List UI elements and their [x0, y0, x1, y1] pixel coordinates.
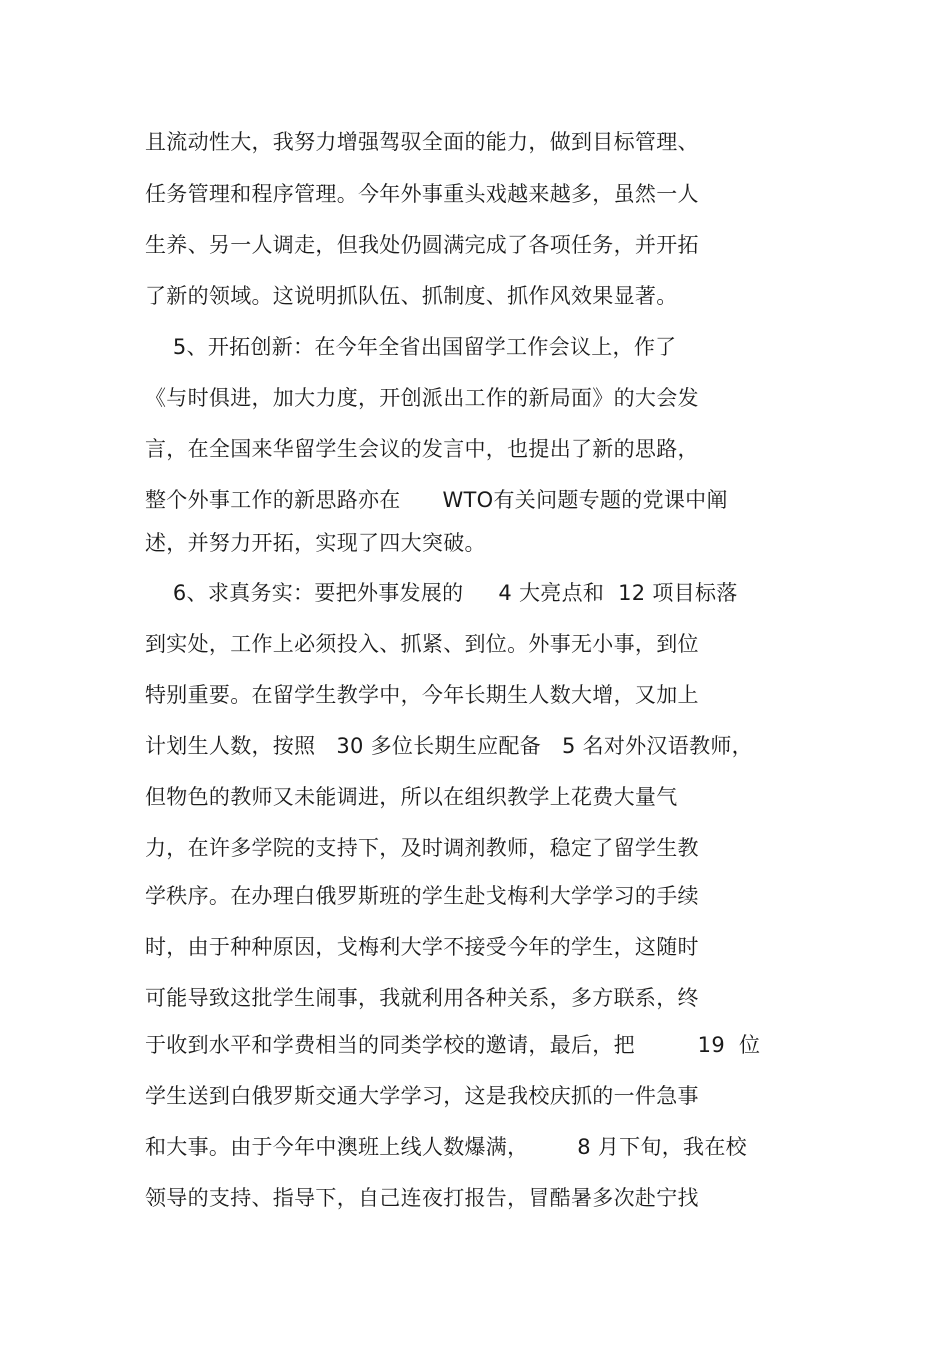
text-line: 生养、另一人调走，但我处仍圆满完成了各项任务，并开拓 [145, 233, 699, 257]
text-line: 到实处，工作上必须投入、抓紧、到位。外事无小事，到位 [145, 632, 699, 656]
text-line: 6、求真务实：要把外事发展的 4 大亮点和 12 项目标落 [145, 581, 738, 605]
text-line: 学秩序。在办理白俄罗斯班的学生赴戈梅利大学学习的手续 [145, 884, 699, 908]
text-line: 学生送到白俄罗斯交通大学学习，这是我校庆抓的一件急事 [145, 1084, 699, 1108]
text-line: 言，在全国来华留学生会议的发言中，也提出了新的思路， [145, 437, 699, 461]
text-line: 力，在许多学院的支持下，及时调剂教师，稳定了留学生教 [145, 836, 699, 860]
text-line: 可能导致这批学生闹事，我就利用各种关系，多方联系，终 [145, 986, 699, 1010]
text-line: 但物色的教师又未能调进，所以在组织教学上花费大量气 [145, 785, 678, 809]
text-line: 计划生人数，按照 30 多位长期生应配备 5 名对外汉语教师， [145, 734, 753, 758]
text-line: 于收到水平和学费相当的同类学校的邀请，最后，把 19 位 [145, 1033, 761, 1057]
text-line: 整个外事工作的新思路亦在 WTO有关问题专题的党课中阐 [145, 488, 728, 512]
text-line: 《与时俱进，加大力度，开创派出工作的新局面》的大会发 [145, 386, 699, 410]
text-line: 时，由于种种原因，戈梅利大学不接受今年的学生，这随时 [145, 935, 699, 959]
text-line: 领导的支持、指导下，自己连夜打报告，冒酷暑多次赴宁找 [145, 1186, 699, 1210]
text-line: 了新的领域。这说明抓队伍、抓制度、抓作风效果显著。 [145, 284, 678, 308]
text-line: 特别重要。在留学生教学中，今年长期生人数大增，又加上 [145, 683, 699, 707]
text-line: 且流动性大，我努力增强驾驭全面的能力，做到目标管理、 [145, 130, 699, 154]
text-line: 述，并努力开拓，实现了四大突破。 [145, 531, 486, 555]
text-line: 任务管理和程序管理。今年外事重头戏越来越多，虽然一人 [145, 182, 699, 206]
text-line: 5、开拓创新：在今年全省出国留学工作会议上，作了 [145, 335, 677, 359]
text-line: 和大事。由于今年中澳班上线人数爆满， 8 月下旬，我在校 [145, 1135, 747, 1159]
